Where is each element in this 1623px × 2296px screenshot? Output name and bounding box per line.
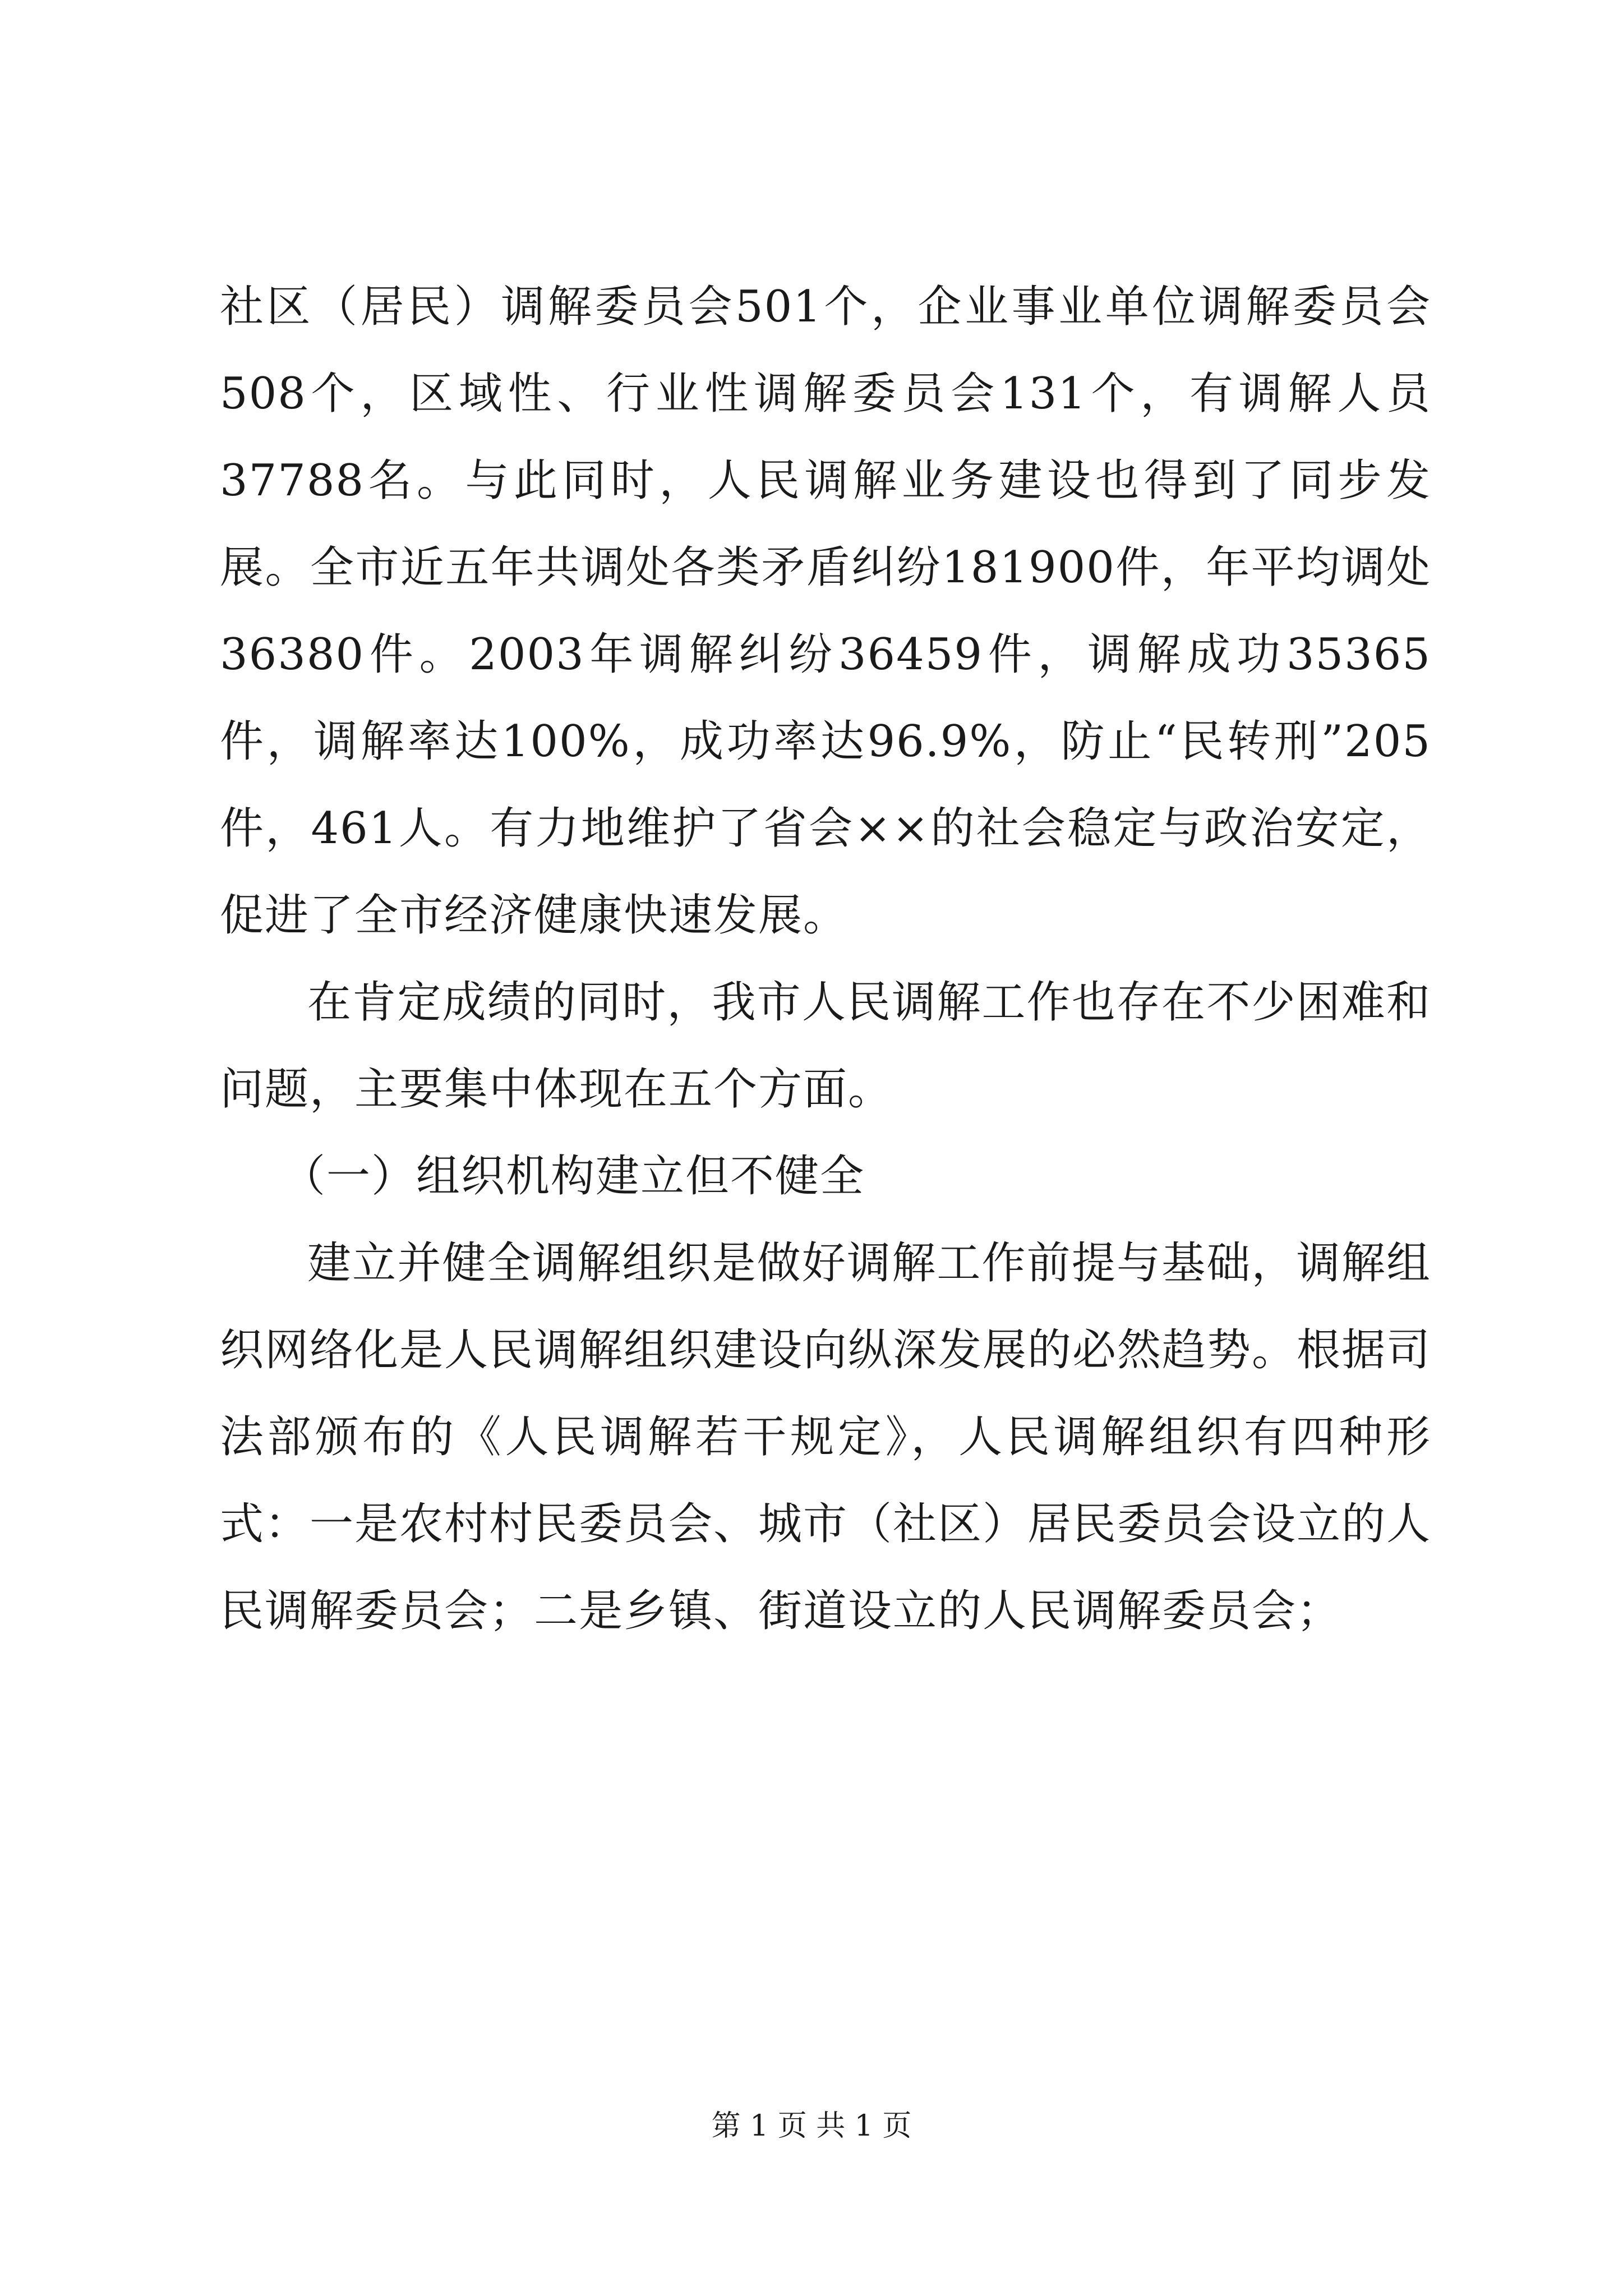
document-body (220, 264, 1431, 1655)
page-footer (0, 2106, 1623, 2146)
paragraph-problems: 在肯定成绩的同时，我市人民调解工作也存在不少困难和问题，主要集中体现在五个方面。 (220, 977, 1431, 1115)
page-number-label: 第 1 页 共 1 页 (711, 2109, 912, 2143)
section-heading: （一）组织机构建立但不健全 (282, 1151, 865, 1202)
paragraph-organization: 建立并健全调解组织是做好调解工作前提与基础，调解组织网络化是人民调解组织建设向纵深发展的必然趋势。根据司法部颁布的《人民调解若干规定》，人民调解组织有四种形式：一是农村村民委员会、城市（社区）居民委员会设立的人民调解委员会；二是乡镇、街道设立的人民调解委员会； (220, 1238, 1432, 1636)
paragraph-continuation: 社区（居民）调解委员会501个，企业事业单位调解委员会508个，区域性、行业性调解委员会131个，有调解人员37788名。与此同时，人民调解业务建设也得到了同步发展。全市近五年共调处各类矛盾纠纷181900件，年平均调处36380件。2003年调解纠纷36459件，调解成功35365件，调解率达100%，成功率达96.9%，防止“民转刑”205件，461人。有力地维护了省会××的社会稳定与政治安定，促进了全市经济健康快速发展。 (220, 282, 1431, 941)
